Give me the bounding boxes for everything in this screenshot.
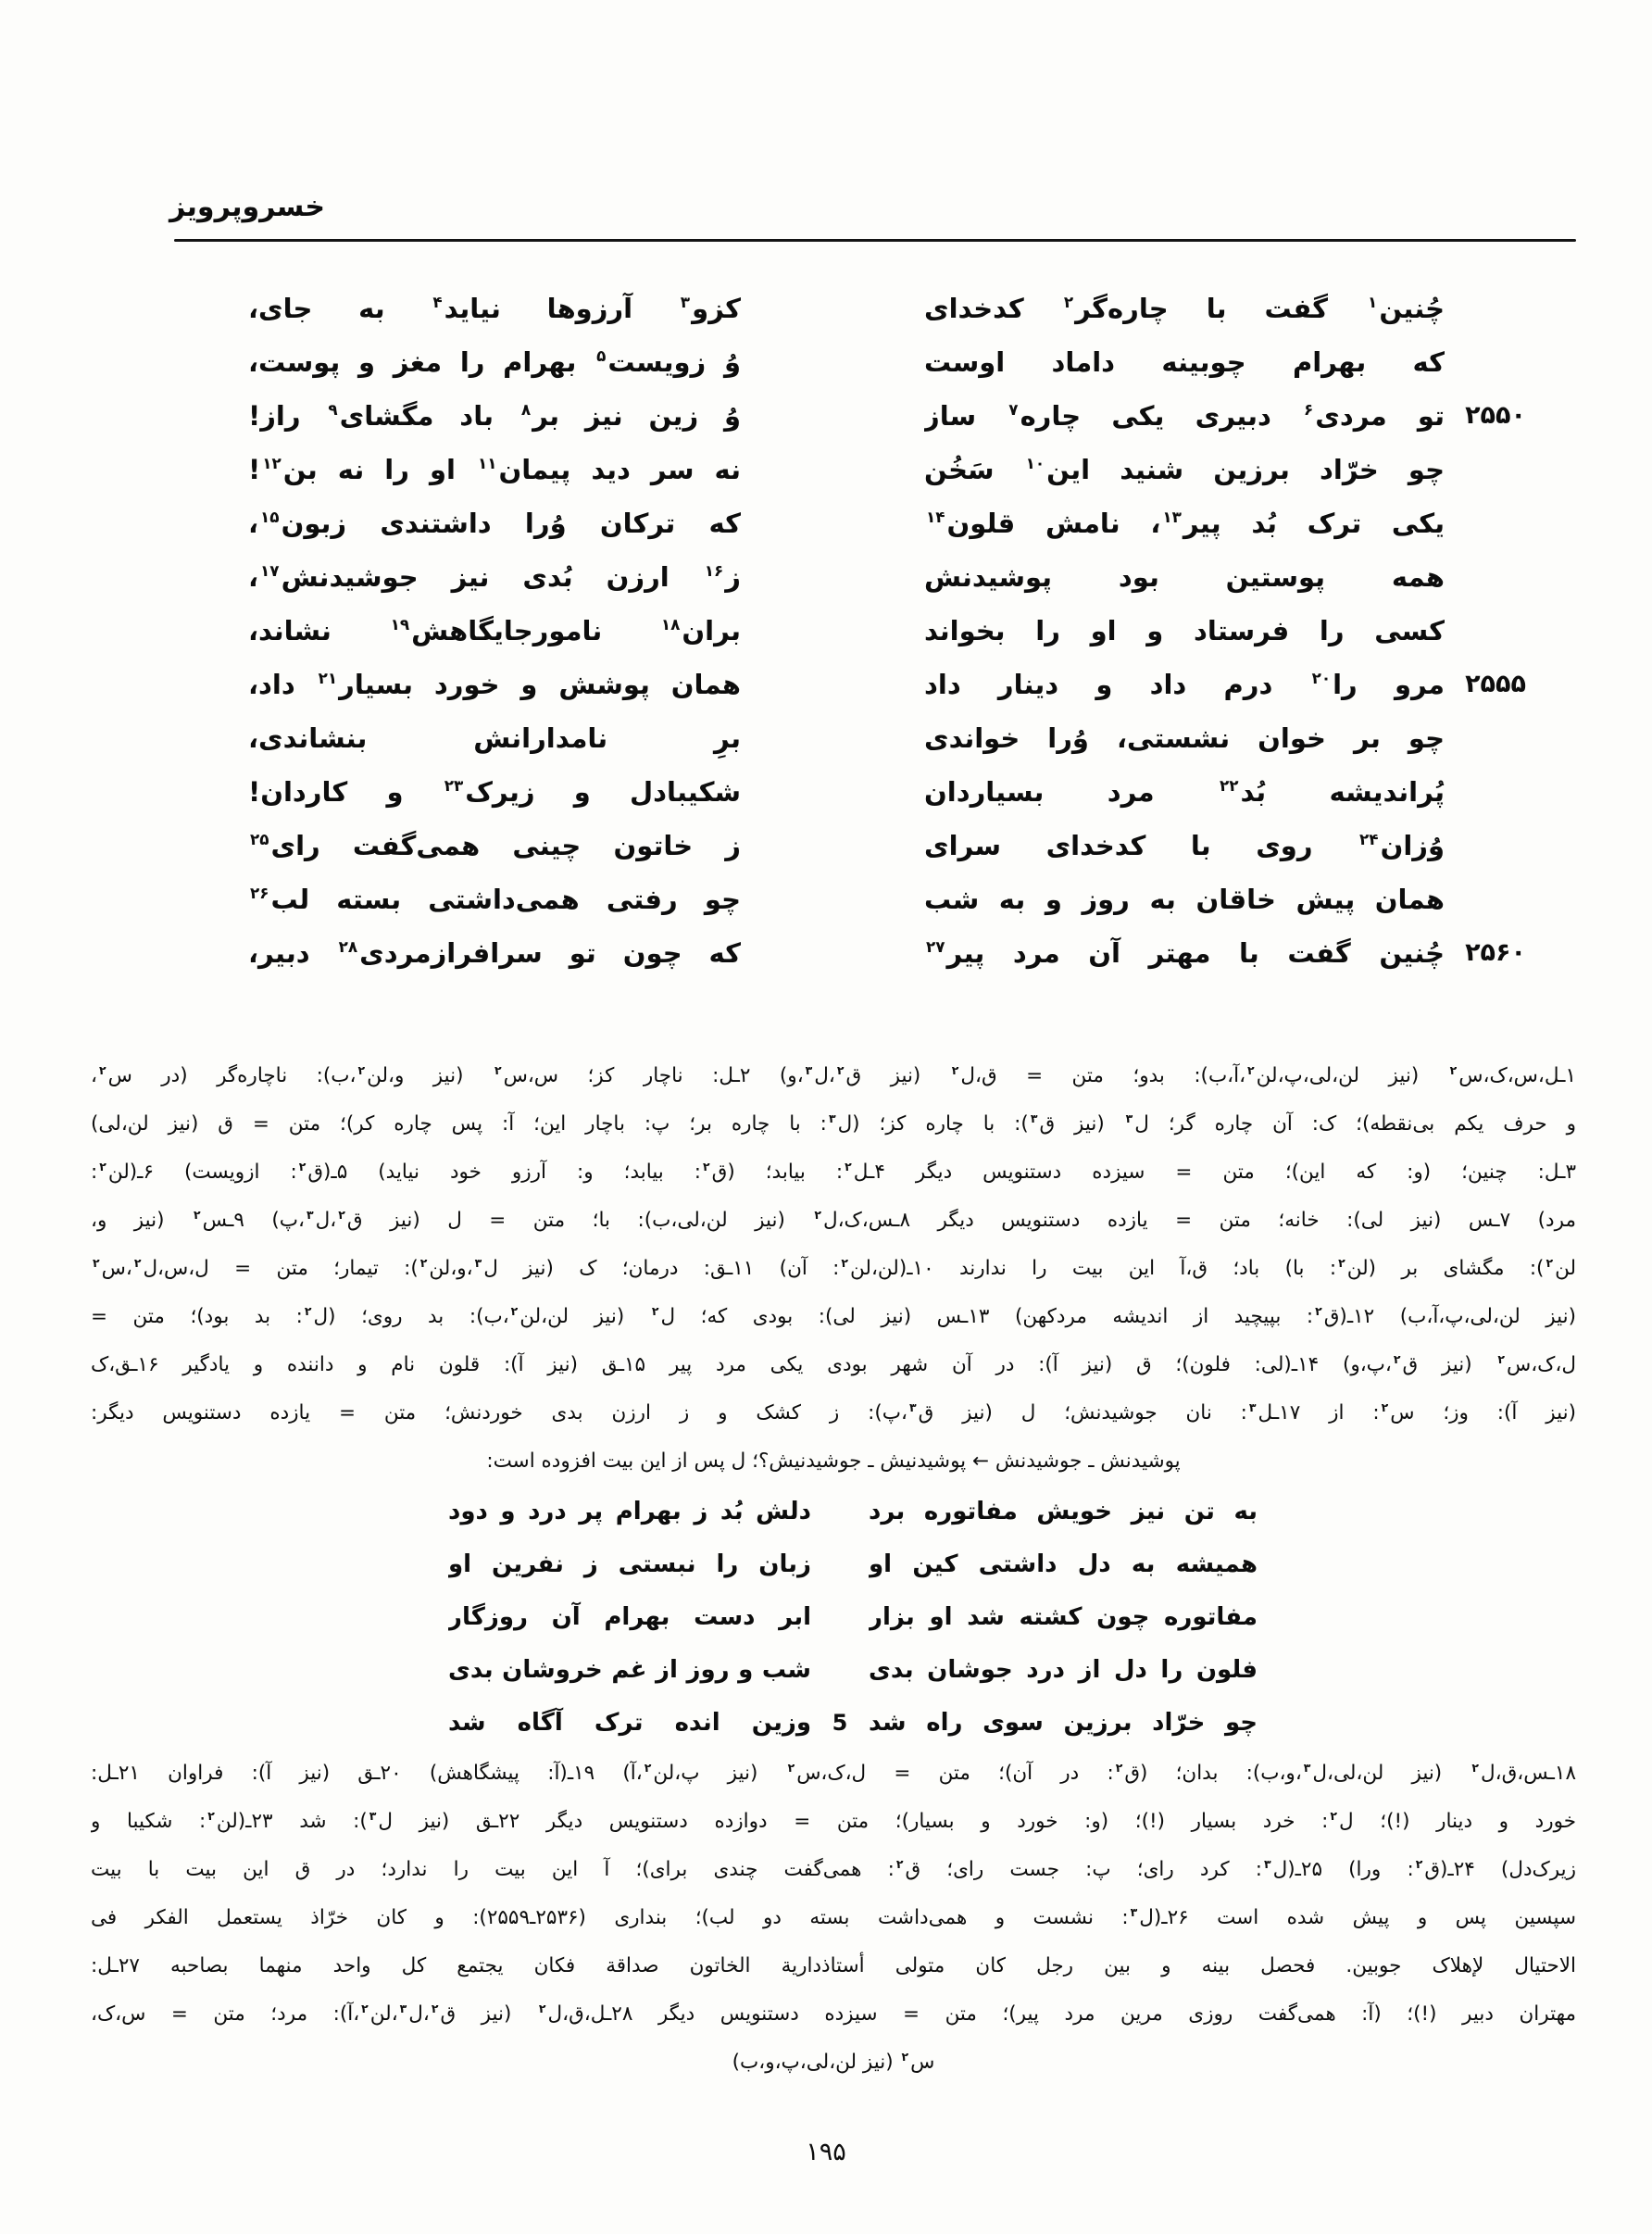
hemistich-left: برِ نامدارانش بنشاندی، <box>248 722 741 754</box>
verse-number <box>1445 550 1526 604</box>
footnote-marker: ۲۳ <box>444 776 464 796</box>
inserted-hemistich-left: زبان را نبستی ز نفرین او <box>448 1550 811 1578</box>
verse-number <box>1445 872 1526 926</box>
hemistich-gutter <box>741 550 924 604</box>
apparatus-line: مهتران دبیر (!)؛ (آ: همی‌گفت روزی مرین مرد پیر)؛ متن = سیزده دستنویس دیگر ۲۸ـل،ق،ل$^۲$ (نیز ق$^۲$،ل$^۳$،لن$^۲$،آ): مرد؛ متن = س،ک، <box>91 2001 1576 2026</box>
page-number: ۱۹۵ <box>806 2138 846 2166</box>
footnote-marker: ۲ <box>1115 1760 1123 1775</box>
footnote-marker: ۴ <box>432 293 443 312</box>
hemistich-gutter <box>741 658 924 711</box>
footnote-marker: ۲ <box>361 2001 369 2015</box>
footnote-marker: ۲ <box>494 1062 502 1077</box>
hemistich-gutter <box>741 443 924 496</box>
hemistich-left: که ترکان وُرا داشتندی زبون$^{۱۵}$، <box>248 508 741 539</box>
inserted-hemistich-right: مفاتوره چون کشته شد او بزار <box>869 1603 1258 1631</box>
footnote-marker: ۲ <box>194 1207 201 1222</box>
hemistich-gutter <box>741 926 924 980</box>
footnote-marker: ۲ <box>951 1062 959 1077</box>
verse-number <box>1445 819 1526 872</box>
header-rule <box>174 239 1576 242</box>
hemistich-gutter <box>741 711 924 765</box>
apparatus-line: الاحتیال لإهلاک جوبین. فحصل بینه و بین رجل کان متولی أستاذداریة الخاتون صداقة فکان یجتمع کل واحد منهما بصاحبه ۲۷ـل: <box>91 1954 1576 1977</box>
inserted-couplet <box>424 1644 1258 1697</box>
footnote-marker: ۲ <box>357 1062 366 1077</box>
poem-couplet <box>243 550 1526 604</box>
footnote-marker: ۲ <box>644 1760 652 1775</box>
hemistich-gutter <box>741 335 924 389</box>
footnote-marker: ۲ <box>419 1255 428 1270</box>
hemistich-left: شکیبادل و زیرک$^{۲۳}$ و کاردان! <box>248 776 741 808</box>
hemistich-left: کزو$^۳$ آرزوها نیاید$^۴$ به جای، <box>248 293 741 324</box>
footnote-marker: ۲۴ <box>1359 830 1379 849</box>
inserted-hemistich-left: وزین انده ترک آگاه شد <box>448 1709 811 1737</box>
hemistich-right: وُزان$^{۲۴}$ روی با کدخدای سرای <box>924 830 1445 861</box>
footnote-marker: ۲ <box>1330 1808 1338 1823</box>
verse-number: ۲۵۵۰ <box>1465 401 1526 430</box>
footnote-marker: ۹ <box>328 400 338 420</box>
poem-couplet <box>243 711 1526 765</box>
footnote-marker: ۲ <box>1449 1062 1458 1077</box>
footnote-marker: ۲ <box>1546 1255 1554 1270</box>
poem-couplet <box>243 443 1526 496</box>
footnote-marker: ۲ <box>298 1159 307 1173</box>
footnote-marker: ۱۹ <box>390 615 410 634</box>
footnote-marker: ۱۰ <box>1025 454 1045 473</box>
footnote-marker: ۲ <box>1381 1399 1389 1414</box>
inserted-couplet <box>424 1486 1258 1538</box>
verse-number <box>1445 443 1526 496</box>
inserted-verse-number <box>811 1644 869 1697</box>
hemistich-gutter <box>741 819 924 872</box>
footnote-marker: ۲۸ <box>338 937 358 957</box>
hemistich-gutter <box>741 496 924 550</box>
hemistich-right: چو خرّاد برزین شنید این$^{۱۰}$ سَخُن <box>924 454 1445 485</box>
hemistich-gutter <box>741 765 924 819</box>
footnote-marker: ۲ <box>787 1760 795 1775</box>
footnote-marker: ۲ <box>207 1808 215 1823</box>
poem-couplet <box>243 765 1526 819</box>
apparatus-line: مرد) ۷ـس (نیز لی): خانه؛ متن = یازده دستنویس دیگر ۸ـس،ک،ل$^۲$ (نیز لن،لی،ب): با؛ متن = ل (نیز ق$^۲$،ل$^۳$،پ) ۹ـس$^۲$ (نیز و، <box>91 1207 1576 1232</box>
hemistich-right: که بهرام چوبینه داماد اوست <box>924 346 1445 378</box>
footnote-marker: ۳ <box>1248 1399 1257 1414</box>
apparatus-line: سپسین پس و پیش شده است ۲۶ـ(ل$^۳$: نشست و همی‌داشت بسته دو لب)؛ بنداری (۲۵۳۶ـ۲۵۵۹): و کان خرّاذ یستعمل الفکر فی <box>91 1904 1576 1929</box>
footnote-marker: ۲۲ <box>1219 776 1239 796</box>
hemistich-right: پُراندیشه بُد$^{۲۲}$ مرد بسیاردان <box>924 776 1445 808</box>
hemistich-left: ز$^{۱۶}$ ارزن بُدی نیز جوشیدنش$^{۱۷}$، <box>248 561 741 593</box>
hemistich-right: چُنین گفت با مهتر آن مرد پیر$^{۲۷}$ <box>926 937 1445 969</box>
hemistich-right: همه پوستین بود پوشیدنش <box>924 561 1445 593</box>
inserted-verse-number <box>811 1486 869 1538</box>
poem-couplet <box>243 604 1526 658</box>
inserted-hemistich-right: به تن نیز خویش مفاتوره برد <box>869 1498 1258 1525</box>
hemistich-gutter <box>741 282 924 335</box>
hemistich-right: چُنین$^۱$ گفت با چاره‌گر$^۲$ کدخدای <box>924 293 1445 324</box>
footnote-marker: ۷ <box>1008 400 1019 420</box>
footnote-marker: ۲ <box>1497 1351 1505 1366</box>
inserted-hemistich-left: ابر دست بهرام آن روزگار <box>448 1603 811 1631</box>
footnote-marker: ۲ <box>901 2049 909 2064</box>
footnote-marker: ۱۴ <box>926 508 945 527</box>
critical-apparatus <box>91 1052 1576 2087</box>
footnote-marker: ۲ <box>651 1303 659 1318</box>
hemistich-right: همان پیش خاقان به روز و به شب <box>924 884 1445 915</box>
footnote-marker: ۲۰ <box>1311 669 1332 688</box>
hemistich-gutter <box>741 389 924 443</box>
hemistich-right: مرو را$^{۲۰}$ درم داد و دینار داد <box>924 669 1445 700</box>
hemistich-left: وُ زین نیز بر$^۸$ باد مگشای$^۹$ راز! <box>248 400 741 432</box>
apparatus-line: ل،ک،س$^۲$ (نیز ق$^۲$،پ،و) ۱۴ـ(لی: فلون)؛ ق (نیز آ): در آن شهر بودی یکی مرد پیر ۱۵ـق (نیز آ): قلون نام و داننده و یادگیر ۱۶ـق،ک <box>91 1351 1576 1376</box>
inserted-verse-block <box>424 1486 1258 1750</box>
footnote-marker: ۲ <box>538 2001 546 2015</box>
apparatus-line: (نیز لن،لی،پ،آ،ب) ۱۲ـ(ق$^۲$: بپیچید از اندیشه مردکهن) ۱۳ـس (نیز لی): بودی که؛ ل$^۲$ (نیز لن،لن$^۲$،ب): بد روی؛ (ل$^۲$: بد بود)؛ متن = <box>91 1303 1576 1328</box>
footnote-marker: ۲ <box>1471 1760 1480 1775</box>
footnote-marker: ۲ <box>304 1303 312 1318</box>
footnote-marker: ۲ <box>703 1159 710 1173</box>
verse-number <box>1445 711 1526 765</box>
footnote-marker: ۲۷ <box>926 937 945 957</box>
inserted-couplet <box>424 1591 1258 1644</box>
footnote-marker: ۲ <box>841 1255 849 1270</box>
hemistich-gutter <box>741 872 924 926</box>
apparatus-line: لن$^۲$): مگشای بر (لن$^۲$: با) باد؛ ق،آ این بیت را ندارند ۱۰ـ(لن،لن$^۲$: آن) ۱۱ـق: درمان؛ ک (نیز ل$^۳$،و،لن$^۲$): تیمار؛ متن = ل،س،ل$^۲$،س$^۲$ <box>93 1255 1576 1280</box>
hemistich-left: ز خاتون چینی همی‌گفت رای$^{۲۵}$ <box>250 830 741 861</box>
hemistich-left: وُ زویست$^۵$ بهرام را مغز و پوست، <box>248 346 741 378</box>
poem-couplet <box>243 389 1526 443</box>
footnote-marker: ۲ <box>431 2001 439 2015</box>
inserted-hemistich-left: شب و روز از غم خروشان بدی <box>448 1656 811 1684</box>
hemistich-left: همان پوشش و خورد بسیار$^{۲۱}$ داد، <box>248 669 741 700</box>
footnote-marker: ۳ <box>908 1399 917 1414</box>
inserted-hemistich-right: همیشه به دل داشتی کین او <box>869 1550 1258 1578</box>
inserted-hemistich-right: فلون را دل از درد جوشان بدی <box>869 1656 1258 1684</box>
poem-couplet <box>243 872 1526 926</box>
footnote-marker: ۳ <box>1303 1760 1311 1775</box>
apparatus-last-line: س$^۲$ (نیز لن،لی،پ،و،ب) <box>732 2049 935 2074</box>
footnote-marker: ۲۶ <box>250 884 269 903</box>
footnote-marker: ۲ <box>1315 1303 1322 1318</box>
apparatus-line: ۱ـل،س،ک،س$^۲$ (نیز لن،لی،پ،لن$^۲$،آ،ب): بدو؛ متن = ق،ل$^۲$ (نیز ق$^۲$،ل$^۳$،و) ۲ـل: ناچار کز؛ س،س$^۲$ (نیز و،لن$^۲$،ب): ناچاره‌گر (در س$^۲$، <box>91 1062 1576 1087</box>
footnote-marker: ۲ <box>1247 1062 1255 1077</box>
hemistich-right: تو مردی$^۶$ دبیری یکی چاره$^۷$ ساز <box>924 400 1445 432</box>
footnote-marker: ۱۸ <box>660 615 681 634</box>
footnote-marker: ۳ <box>680 293 691 312</box>
inserted-couplet <box>424 1697 1258 1750</box>
apparatus-line: زیرک‌دل) ۲۴ـ(ق$^۲$: ورا) ۲۵ـ(ل$^۳$: کرد رای؛ پ: جست رای؛ ق$^۲$: همی‌گفت چندی برای)؛ آ این بیت را ندارد؛ در ق این بیت با بیت <box>91 1856 1576 1881</box>
footnote-marker: ۲۱ <box>318 669 338 688</box>
hemistich-left: بران$^{۱۸}$ نامورجایگاهش$^{۱۹}$ نشاند، <box>248 615 741 646</box>
footnote-marker: ۲ <box>1415 1856 1423 1871</box>
footnote-marker: ۳ <box>1125 1111 1133 1125</box>
footnote-marker: ۲ <box>1063 293 1074 312</box>
inserted-verse-number <box>811 1538 869 1591</box>
verse-number <box>1445 335 1526 389</box>
footnote-marker: ۳ <box>369 1808 377 1823</box>
footnote-marker: ۳ <box>1130 1904 1138 1919</box>
footnote-marker: ۲ <box>845 1159 852 1173</box>
poem-couplet <box>243 282 1526 335</box>
hemistich-right: کسی را فرستاد و او را بخواند <box>924 615 1445 646</box>
inserted-couplet <box>424 1538 1258 1591</box>
verse-number <box>1445 282 1526 335</box>
poem-couplet <box>243 335 1526 389</box>
apparatus-line: (نیز آ): وز؛ س$^۲$: از ۱۷ـل$^۳$: نان جوشیدنش؛ ل (نیز ق$^۳$،پ): ز کشک و ز ارزن بدی خوردنش؛ متن = یازده دستنویس دیگر: <box>91 1399 1576 1424</box>
footnote-marker: ۱۲ <box>262 454 282 473</box>
hemistich-left: نه سر دید پیمان$^{۱۱}$ او را نه بن$^{۱۲}$! <box>248 454 741 485</box>
footnote-marker: ۳ <box>805 1062 813 1077</box>
apparatus-line: خورد و دینار (!)؛ ل$^۲$: خرد بسیار (!)؛ (و: خورد و بسیار)؛ متن = دوازده دستنویس دیگر ۲۲ـق (نیز ل$^۳$): شد ۲۳ـ(لن$^۲$: شکیبا و <box>91 1808 1576 1833</box>
verse-number <box>1445 496 1526 550</box>
footnote-marker: ۸ <box>520 400 532 420</box>
footnote-marker: ۳ <box>399 2001 407 2015</box>
footnote-marker: ۲ <box>99 1159 106 1173</box>
hemistich-right: یکی ترک بُد پیر$^{۱۳}$، نامش قلون$^{۱۴}$ <box>926 508 1445 539</box>
poem-couplet <box>243 496 1526 550</box>
apparatus-line: ۳ـل: چنین؛ (و: که این)؛ متن = سیزده دستنویس دیگر ۴ـل$^۲$: بیابد؛ (ق$^۲$: بیابد؛ و: آرزو خود نیاید) ۵ـ(ق$^۲$: ازویست) ۶ـ(لن$^۲$: <box>91 1159 1576 1184</box>
hemistich-gutter <box>741 604 924 658</box>
verse-number: ۲۵۶۰ <box>1465 938 1526 967</box>
apparatus-line: و حرف یکم بی‌نقطه)؛ ک: آن چاره گر؛ ل$^۳$ (نیز ق$^۳$): با چاره کز؛ (ل$^۳$: با چاره بر؛ پ: باچار این؛ آ: پس چاره کر)؛ متن = ق (نیز لن،لی) <box>91 1111 1576 1136</box>
footnote-marker: ۶ <box>1304 400 1314 420</box>
footnote-marker: ۱۵ <box>260 508 280 527</box>
apparatus-line: ۱۸ـس،ق،ل$^۲$ (نیز لن،لی،ل$^۳$،و،ب): بدان؛ (ق$^۲$: در آن)؛ متن = ل،ک،س$^۲$ (نیز پ،لن$^۲$،آ) ۱۹ـ(آ: پیشگاهش) ۲۰ـق (نیز آ): فراوان ۲۱ـل: <box>91 1760 1576 1785</box>
footnote-marker: ۲ <box>1338 1255 1345 1270</box>
footnote-marker: ۳ <box>474 1255 482 1270</box>
apparatus-emendation-line: پوشیدنش ـ جوشیدنش ← پوشیدنیش ـ جوشیدنیش؟؛ ل پس از این بیت افزوده است: <box>486 1450 1181 1473</box>
footnote-marker: ۲ <box>98 1062 106 1077</box>
hemistich-left: چو رفتی همی‌داشتی بسته لب$^{۲۶}$ <box>250 884 741 915</box>
footnote-marker: ۱۷ <box>260 561 280 581</box>
footnote-marker: ۲۵ <box>250 830 269 849</box>
footnote-marker: ۱۶ <box>704 561 724 581</box>
poem-couplet <box>243 926 1526 980</box>
footnote-marker: ۲ <box>814 1207 821 1222</box>
footnote-marker: ۱ <box>1368 293 1378 312</box>
footnote-marker: ۳ <box>1263 1856 1271 1871</box>
footnote-marker: ۲ <box>1393 1351 1401 1366</box>
footnote-marker: ۲ <box>133 1255 142 1270</box>
footnote-marker: ۱۱ <box>477 454 497 473</box>
footnote-marker: ۲ <box>93 1255 100 1270</box>
main-poem <box>243 282 1526 980</box>
inserted-verse-number <box>811 1591 869 1644</box>
running-head-title: خسروپرویز <box>169 191 325 223</box>
poem-couplet <box>243 819 1526 872</box>
footnote-marker: ۲ <box>338 1207 345 1222</box>
inserted-hemistich-right: چو خرّاد برزین سوی راه شد <box>869 1709 1258 1737</box>
footnote-marker: ۲ <box>895 1856 904 1871</box>
hemistich-left: که چون تو سرافرازمردی$^{۲۸}$ دبیر، <box>248 937 741 969</box>
inserted-verse-number: 5 <box>832 1710 848 1736</box>
inserted-hemistich-left: دلش بُد ز بهرام پر درد و دود <box>448 1498 811 1525</box>
footnote-marker: ۲ <box>510 1303 519 1318</box>
verse-number: ۲۵۵۵ <box>1465 670 1526 698</box>
footnote-marker: ۱۳ <box>1162 508 1182 527</box>
footnote-marker: ۲ <box>836 1062 845 1077</box>
poem-couplet <box>243 658 1526 711</box>
footnote-marker: ۳ <box>828 1111 836 1125</box>
verse-number <box>1445 765 1526 819</box>
footnote-marker: ۳ <box>1030 1111 1038 1125</box>
footnote-marker: ۳ <box>307 1207 314 1222</box>
verse-number <box>1445 604 1526 658</box>
footnote-marker: ۵ <box>596 346 607 366</box>
hemistich-right: چو بر خوان نشستی، وُرا خواندی <box>924 722 1445 754</box>
